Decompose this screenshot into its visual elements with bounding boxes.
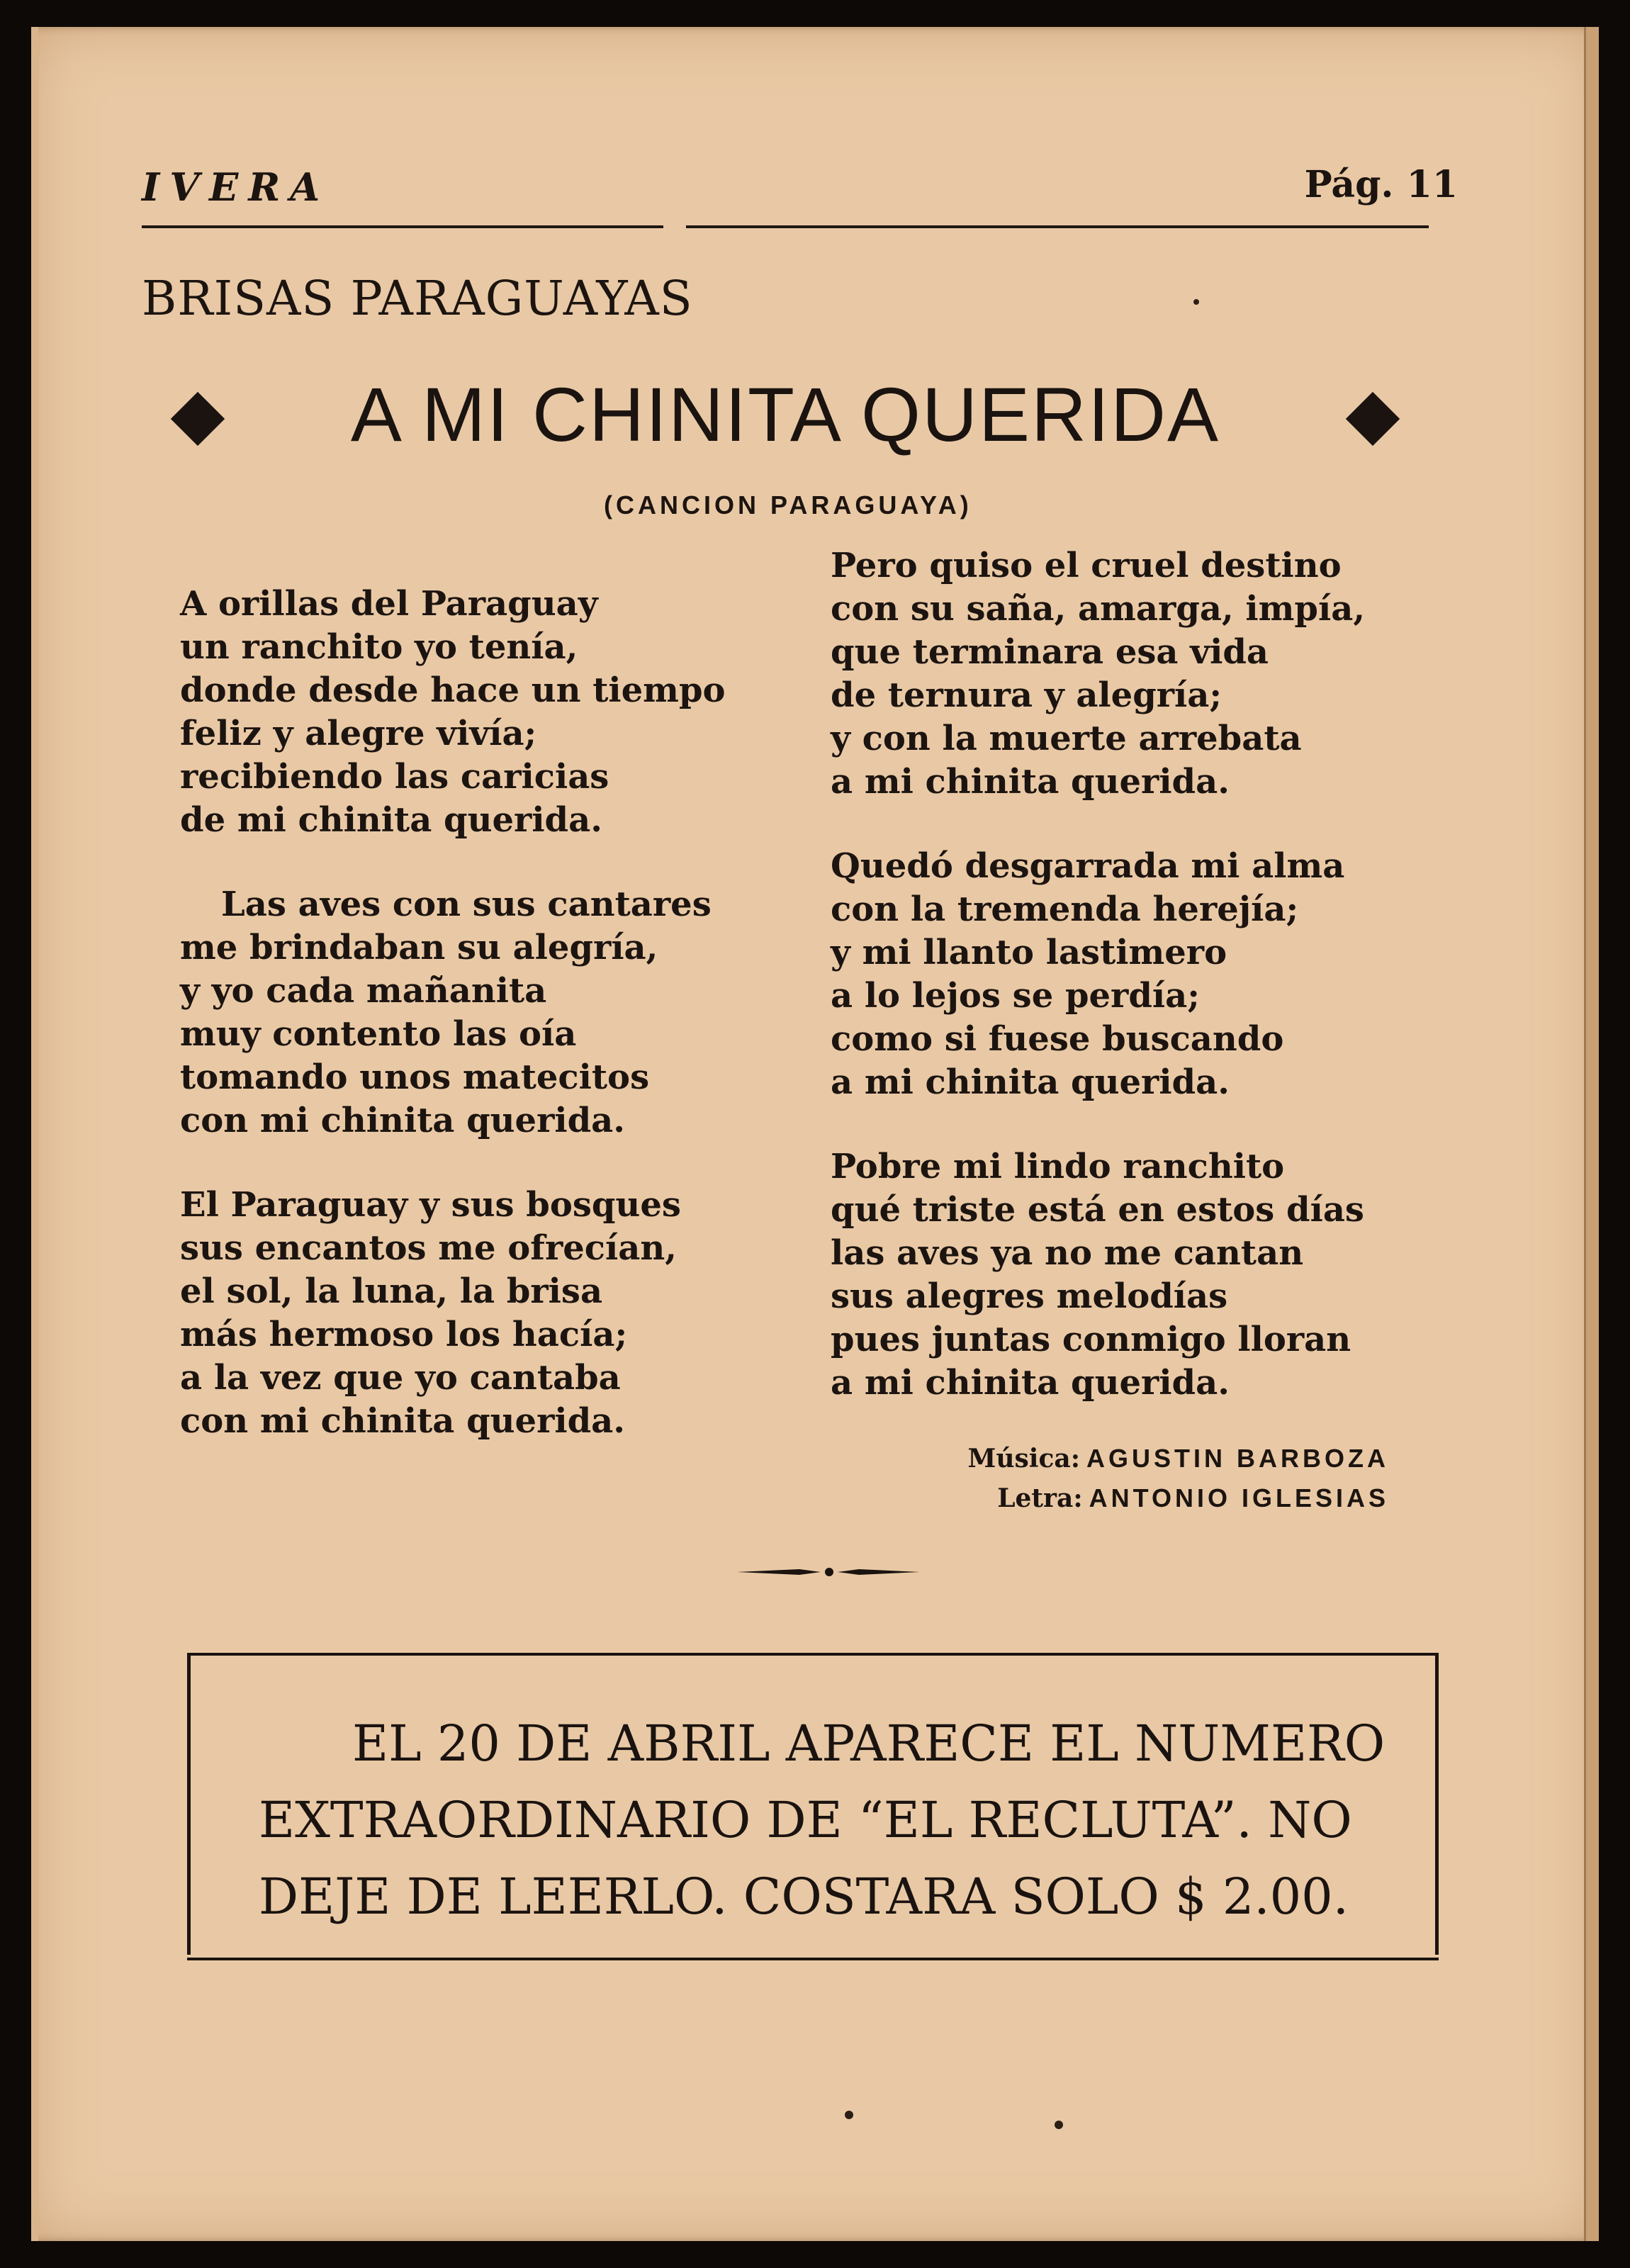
- announcement-box: [187, 1653, 1439, 1955]
- section-label: BRISAS PARAGUAYAS: [142, 271, 693, 326]
- stanza: [831, 1145, 1440, 1405]
- lyric-line: como si fuese buscando: [831, 1019, 1284, 1059]
- lyric-line: con la tremenda herejía;: [831, 889, 1299, 929]
- lyric-line: de mi chinita querida.: [180, 800, 602, 840]
- lyric-line: las aves ya no me cantan: [831, 1233, 1304, 1273]
- lyric-line: Las aves con sus cantares: [221, 885, 712, 924]
- paper-speck: [1055, 2121, 1063, 2129]
- credit-music: [879, 1439, 1389, 1478]
- lyric-line: a lo lejos se perdía;: [831, 976, 1200, 1016]
- lyric-line: sus alegres melodías: [831, 1276, 1228, 1316]
- lyric-line: qué triste está en estos días: [831, 1190, 1364, 1230]
- lyrics-right-column: [831, 544, 1440, 1446]
- header-rule-left: [142, 225, 663, 228]
- paper-speck: [845, 2111, 853, 2119]
- lyric-line: sus encantos me ofrecían,: [180, 1228, 677, 1268]
- lyric-line: de ternura y alegría;: [831, 675, 1222, 715]
- credit-lyrics: [879, 1478, 1389, 1518]
- lyric-line: Pero quiso el cruel destino: [831, 546, 1342, 585]
- announcement-line: EL 20 DE ABRIL APARECE EL NUMERO: [352, 1714, 1386, 1773]
- lyric-line: recibiendo las caricias: [180, 757, 609, 797]
- lyric-line: A orillas del Paraguay: [180, 584, 598, 624]
- title-row: [142, 370, 1429, 455]
- lyric-line: con su saña, amarga, impía,: [831, 589, 1366, 629]
- stanza: [831, 845, 1440, 1104]
- lyric-line: me brindaban su alegría,: [180, 928, 658, 967]
- announcement-line: DEJE DE LEERLO. COSTARA SOLO $ 2.00.: [259, 1868, 1349, 1926]
- lyric-line: y mi llanto lastimero: [831, 933, 1227, 972]
- lyric-line: con mi chinita querida.: [180, 1101, 625, 1140]
- song-subtitle: (CANCION PARAGUAYA): [604, 490, 972, 520]
- lyric-line: y yo cada mañanita: [180, 971, 547, 1011]
- lyric-line: el sol, la luna, la brisa: [180, 1271, 603, 1311]
- song-title: A MI CHINITA QUERIDA: [350, 371, 1220, 457]
- stanza: [180, 883, 747, 1143]
- page-right-edge: [1584, 27, 1599, 2241]
- credit-role: Letra:: [997, 1483, 1083, 1513]
- lyric-line: Pobre mi lindo ranchito: [831, 1147, 1285, 1186]
- divider-ornament-icon: [737, 1564, 921, 1581]
- publication-name: IVERA: [142, 164, 330, 210]
- lyric-line: a mi chinita querida.: [831, 762, 1230, 802]
- credit-name: ANTONIO IGLESIAS: [1089, 1483, 1389, 1512]
- announcement-text: [259, 1705, 1393, 1935]
- lyrics-left-column: [180, 583, 747, 1484]
- lyric-line: feliz y alegre vivía;: [180, 714, 537, 753]
- lyric-line: más hermoso los hacía;: [180, 1315, 628, 1354]
- lyric-line: a la vez que yo cantaba: [180, 1358, 621, 1398]
- credit-name: AGUSTIN BARBOZA: [1086, 1444, 1389, 1473]
- lyric-line: muy contento las oía: [180, 1014, 577, 1054]
- page-number: Pág. 11: [1304, 163, 1458, 206]
- lyric-line: y con la muerte arrebata: [831, 719, 1302, 758]
- stanza: [180, 1184, 747, 1443]
- lyric-line: que terminara esa vida: [831, 632, 1269, 672]
- announcement-line: EXTRAORDINARIO DE “EL RECLUTA”. NO: [259, 1791, 1352, 1849]
- announcement-box-bottom-rule: [187, 1958, 1439, 1960]
- lyric-line: a mi chinita querida.: [831, 1062, 1230, 1102]
- header-rule-right: [686, 225, 1429, 228]
- stanza: [831, 544, 1440, 804]
- lyric-line: El Paraguay y sus bosques: [180, 1185, 681, 1225]
- lyric-line: pues juntas conmigo lloran: [831, 1320, 1351, 1359]
- lyric-line: tomando unos matecitos: [180, 1057, 650, 1097]
- paper-speck: [1193, 299, 1199, 305]
- lyric-line: Quedó desgarrada mi alma: [831, 846, 1345, 886]
- stanza: [180, 583, 747, 842]
- lyric-line: con mi chinita querida.: [180, 1401, 625, 1441]
- lyric-line: a mi chinita querida.: [831, 1363, 1230, 1403]
- credit-role: Música:: [967, 1444, 1081, 1473]
- lyric-line: donde desde hace un tiempo: [180, 670, 726, 710]
- lyric-line: un ranchito yo tenía,: [180, 627, 578, 667]
- song-credits: [879, 1439, 1389, 1518]
- page-spine-edge: [31, 27, 38, 2241]
